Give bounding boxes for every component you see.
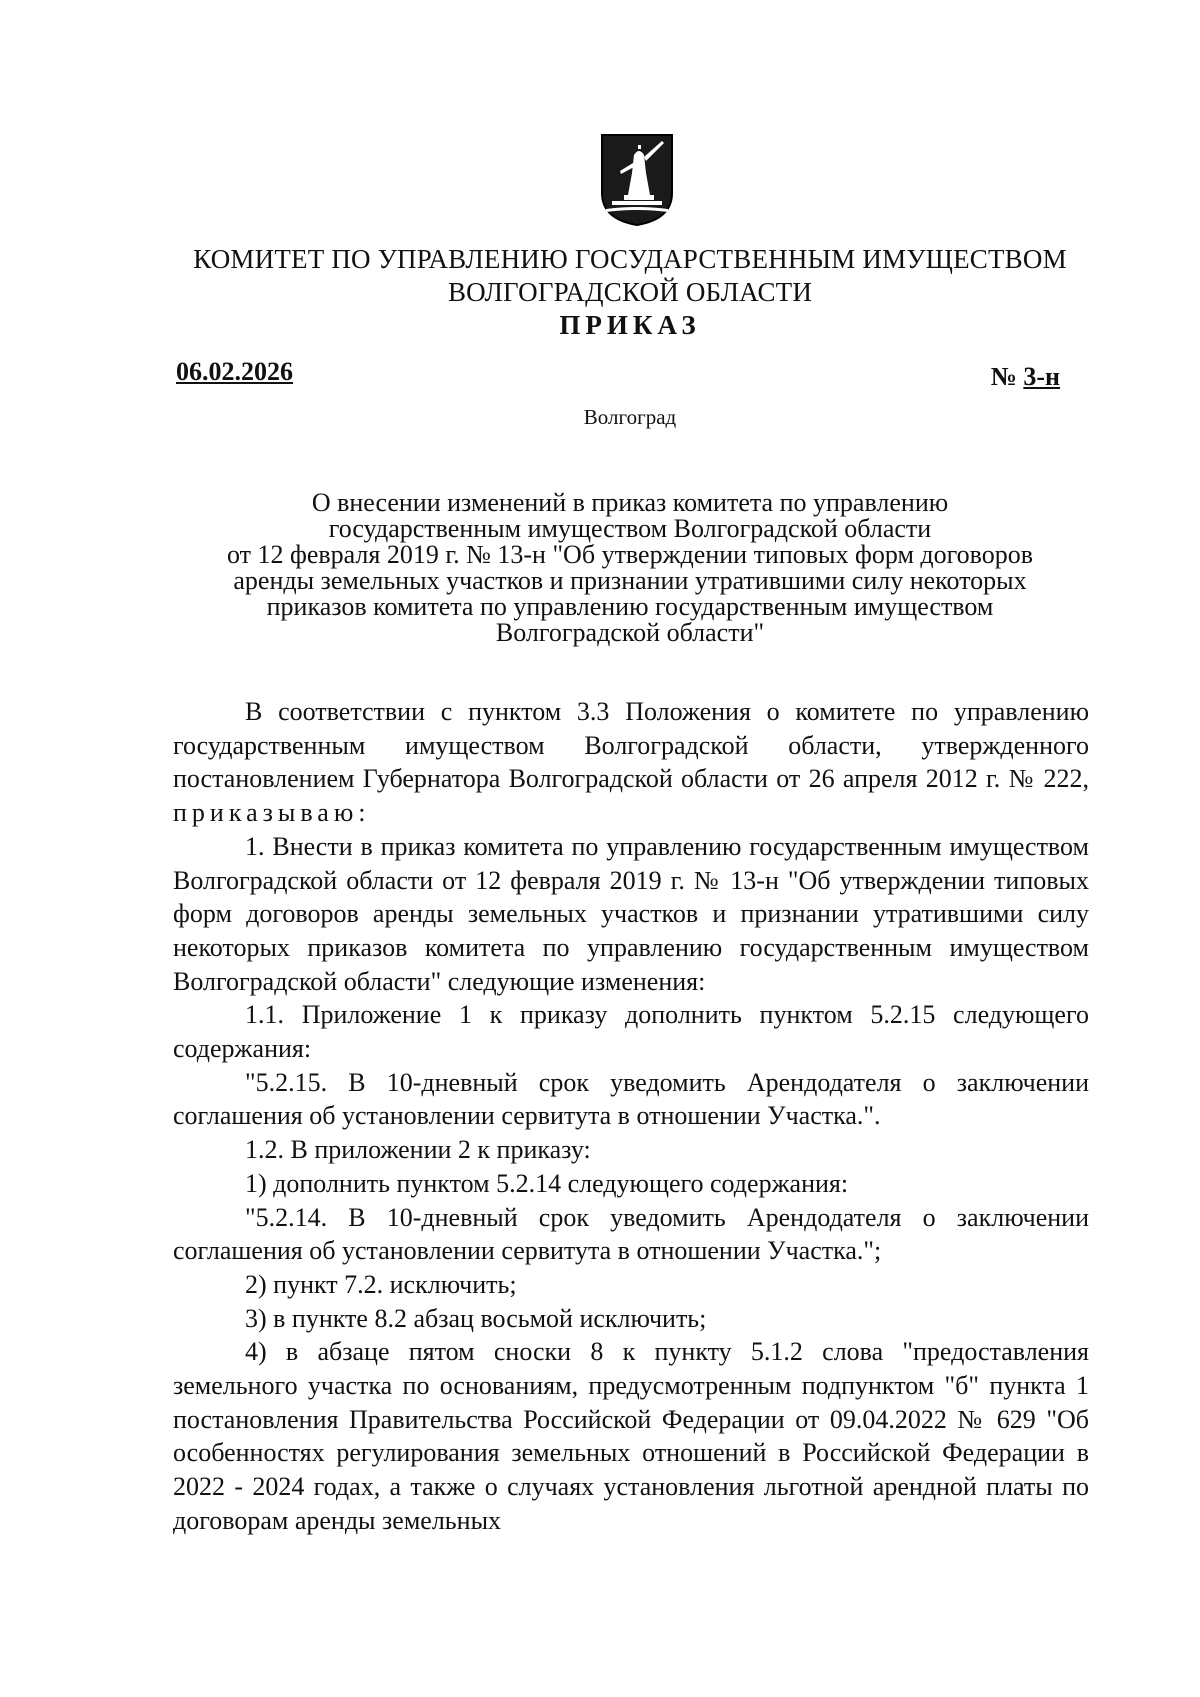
subject-line: государственным имуществом Волгоградской области [328,514,932,543]
subject-line: О внесении изменений в приказ комитета по управлению [311,488,949,517]
paragraph-1-2: 1.2. В приложении 2 к приказу: [245,1135,591,1165]
paragraph-1-2-1-quote: "5.2.14. В 10-дневный срок уведомить Арендодателя о заключении соглашения об установлении сервитута в отношении Участка."; [173,1202,1089,1266]
volgograd-coat-of-arms-icon [600,133,674,227]
paragraph-1-1-quote: "5.2.15. В 10-дневный срок уведомить Арендодателя о заключении соглашения об установлении сервитута в отношении Участка.". [173,1067,1089,1131]
document-number [991,362,1060,392]
document-type: ПРИКАЗ [559,310,701,340]
paragraph-1: 1. Внести в приказ комитета по управлению государственным имуществом Волгоградской области от 12 февраля 2019 г. № 13-н "Об утверждении типовых форм договоров аренды земельных участков и признании утратившими силу некоторых приказов комитета по управлению государственным имуществом Волгоградской области" следующие изменения: [173,831,1089,996]
number-value: 3-н [1023,362,1060,391]
intro-paragraph [173,695,1089,830]
intro-text: В соответствии с пунктом 3.3 Положения о комитете по управлению государственным имуществом Волгоградской области, утвержденного постановлением Губернатора Волгоградской области от 26 апреля 2012 г. № 222, [173,697,1089,794]
subject-line: от 12 февраля 2019 г. № 13-н "Об утверждении типовых форм договоров [226,540,1034,569]
document-date: 06.02.2026 [176,357,293,386]
paragraph-1-2-3: 3) в пункте 8.2 абзац восьмой исключить; [245,1303,707,1333]
organization-name [150,243,1110,309]
paragraph-1-2-1: 1) дополнить пунктом 5.2.14 следующего содержания: [245,1168,849,1198]
organization-line-2: ВОЛГОГРАДСКОЙ ОБЛАСТИ [447,277,813,307]
paragraph-1-2-2: 2) пункт 7.2. исключить; [245,1269,517,1299]
city-name: Волгоград [583,405,677,429]
subject-line: приказов комитета по управлению государственным имуществом [266,592,994,621]
order-subject [160,490,1100,646]
order-body [173,695,1089,1538]
organization-line-1: КОМИТЕТ ПО УПРАВЛЕНИЮ ГОСУДАРСТВЕННЫМ ИМУЩЕСТВОМ [193,244,1067,274]
paragraph-1-2-4: 4) в абзаце пятом сноски 8 к пункту 5.1.2 слова "предоставления земельного участка по основаниям, предусмотренным подпунктом "б" пункта 1 постановления Правительства Российской Федерации от 09.04.2022 № 629 "Об особенностях регулирования земельных отношений в Российской Федерации в 2022 - 2024 годах, а также о случаях установления льготной арендной платы по договорам аренды земельных [173,1337,1089,1535]
order-word: приказываю: [173,798,371,828]
subject-line: аренды земельных участков и признании утратившими силу некоторых [233,566,1027,595]
paragraph-1-1: 1.1. Приложение 1 к приказу дополнить пунктом 5.2.15 следующего содержания: [173,1000,1089,1064]
number-sign: № [990,362,1017,391]
subject-line: Волгоградской области" [495,618,765,647]
